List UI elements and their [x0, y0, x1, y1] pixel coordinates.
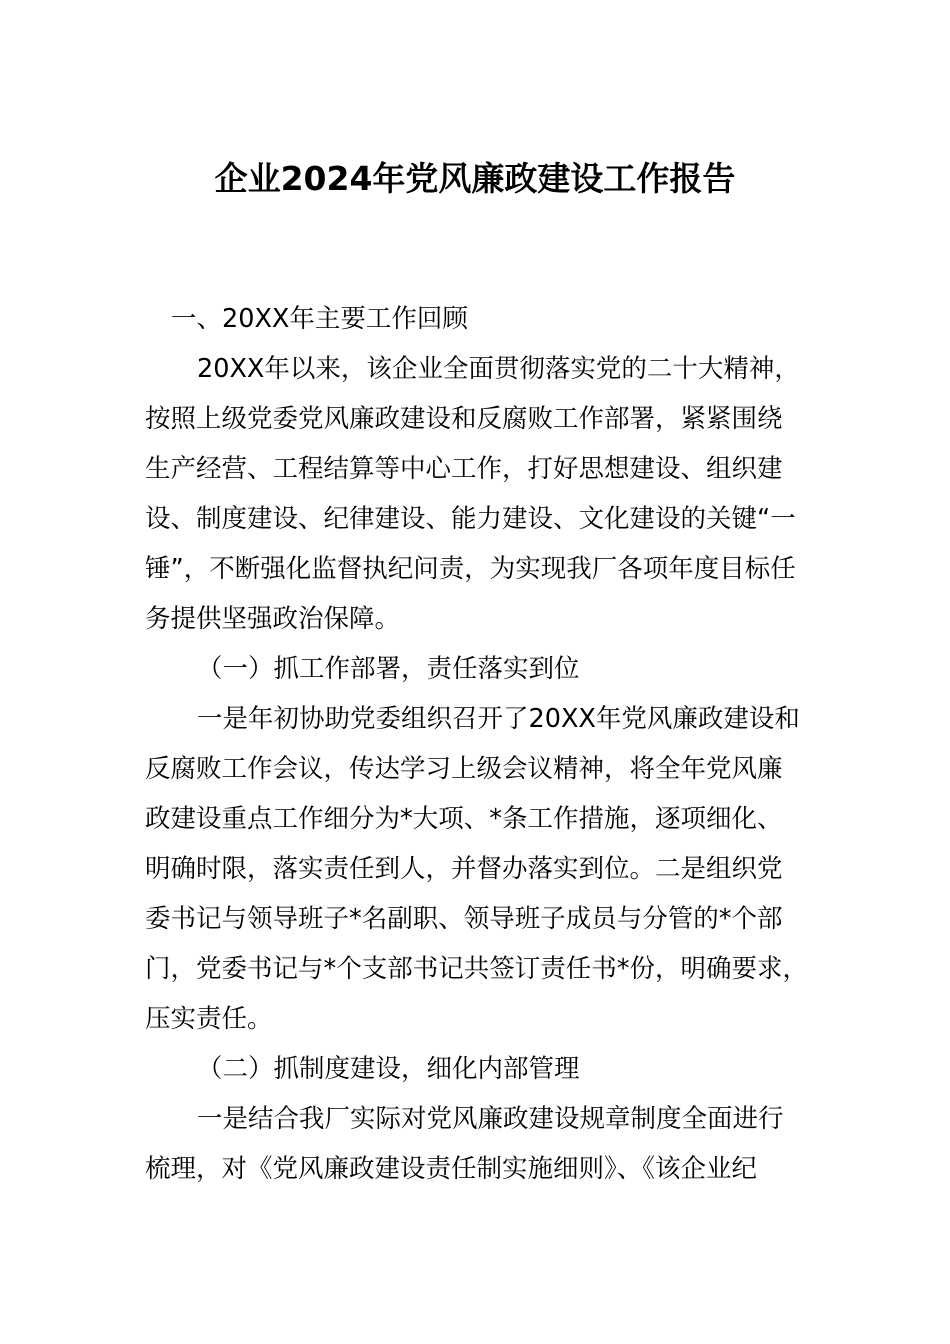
text-line: 政建设重点工作细分为*大项、*条工作措施，逐项细化、	[145, 804, 783, 834]
text-line: 门，党委书记与*个支部书记共签订责任书*份，明确要求，	[145, 954, 809, 984]
text-line: 务提供坚强政治保障。	[145, 604, 401, 634]
text-line: 梳理，对《党风廉政建设责任制实施细则》、《该企业纪	[145, 1154, 758, 1184]
text-line: （一）抓工作部署，责任落实到位	[197, 654, 580, 684]
text-line: 压实责任。	[145, 1004, 273, 1034]
document-title: 企业2024年党风廉政建设工作报告	[214, 159, 736, 198]
text-line: 一是年初协助党委组织召开了20XX年党风廉政建设和	[197, 704, 800, 734]
text-line: 反腐败工作会议，传达学习上级会议精神，将全年党风廉	[145, 754, 783, 784]
text-line: 锤”，不断强化监督执纪问责，为实现我厂各项年度目标任	[145, 554, 796, 584]
text-line: （二）抓制度建设，细化内部管理	[197, 1054, 580, 1084]
text-line: 生产经营、工程结算等中心工作，打好思想建设、组织建	[145, 454, 783, 484]
document-body	[145, 294, 810, 1194]
text-line: 设、制度建设、纪律建设、能力建设、文化建设的关键“一	[145, 504, 796, 534]
text-line: 按照上级党委党风廉政建设和反腐败工作部署，紧紧围绕	[145, 404, 783, 434]
text-line: 一、20XX年主要工作回顾	[171, 304, 468, 334]
text-line: 一是结合我厂实际对党风廉政建设规章制度全面进行	[197, 1104, 784, 1134]
text-line: 20XX年以来，该企业全面贯彻落实党的二十大精神，	[197, 354, 800, 384]
text-line: 明确时限，落实责任到人，并督办落实到位。二是组织党	[145, 854, 783, 884]
text-line: 委书记与领导班子*名副职、领导班子成员与分管的*个部	[145, 904, 783, 934]
